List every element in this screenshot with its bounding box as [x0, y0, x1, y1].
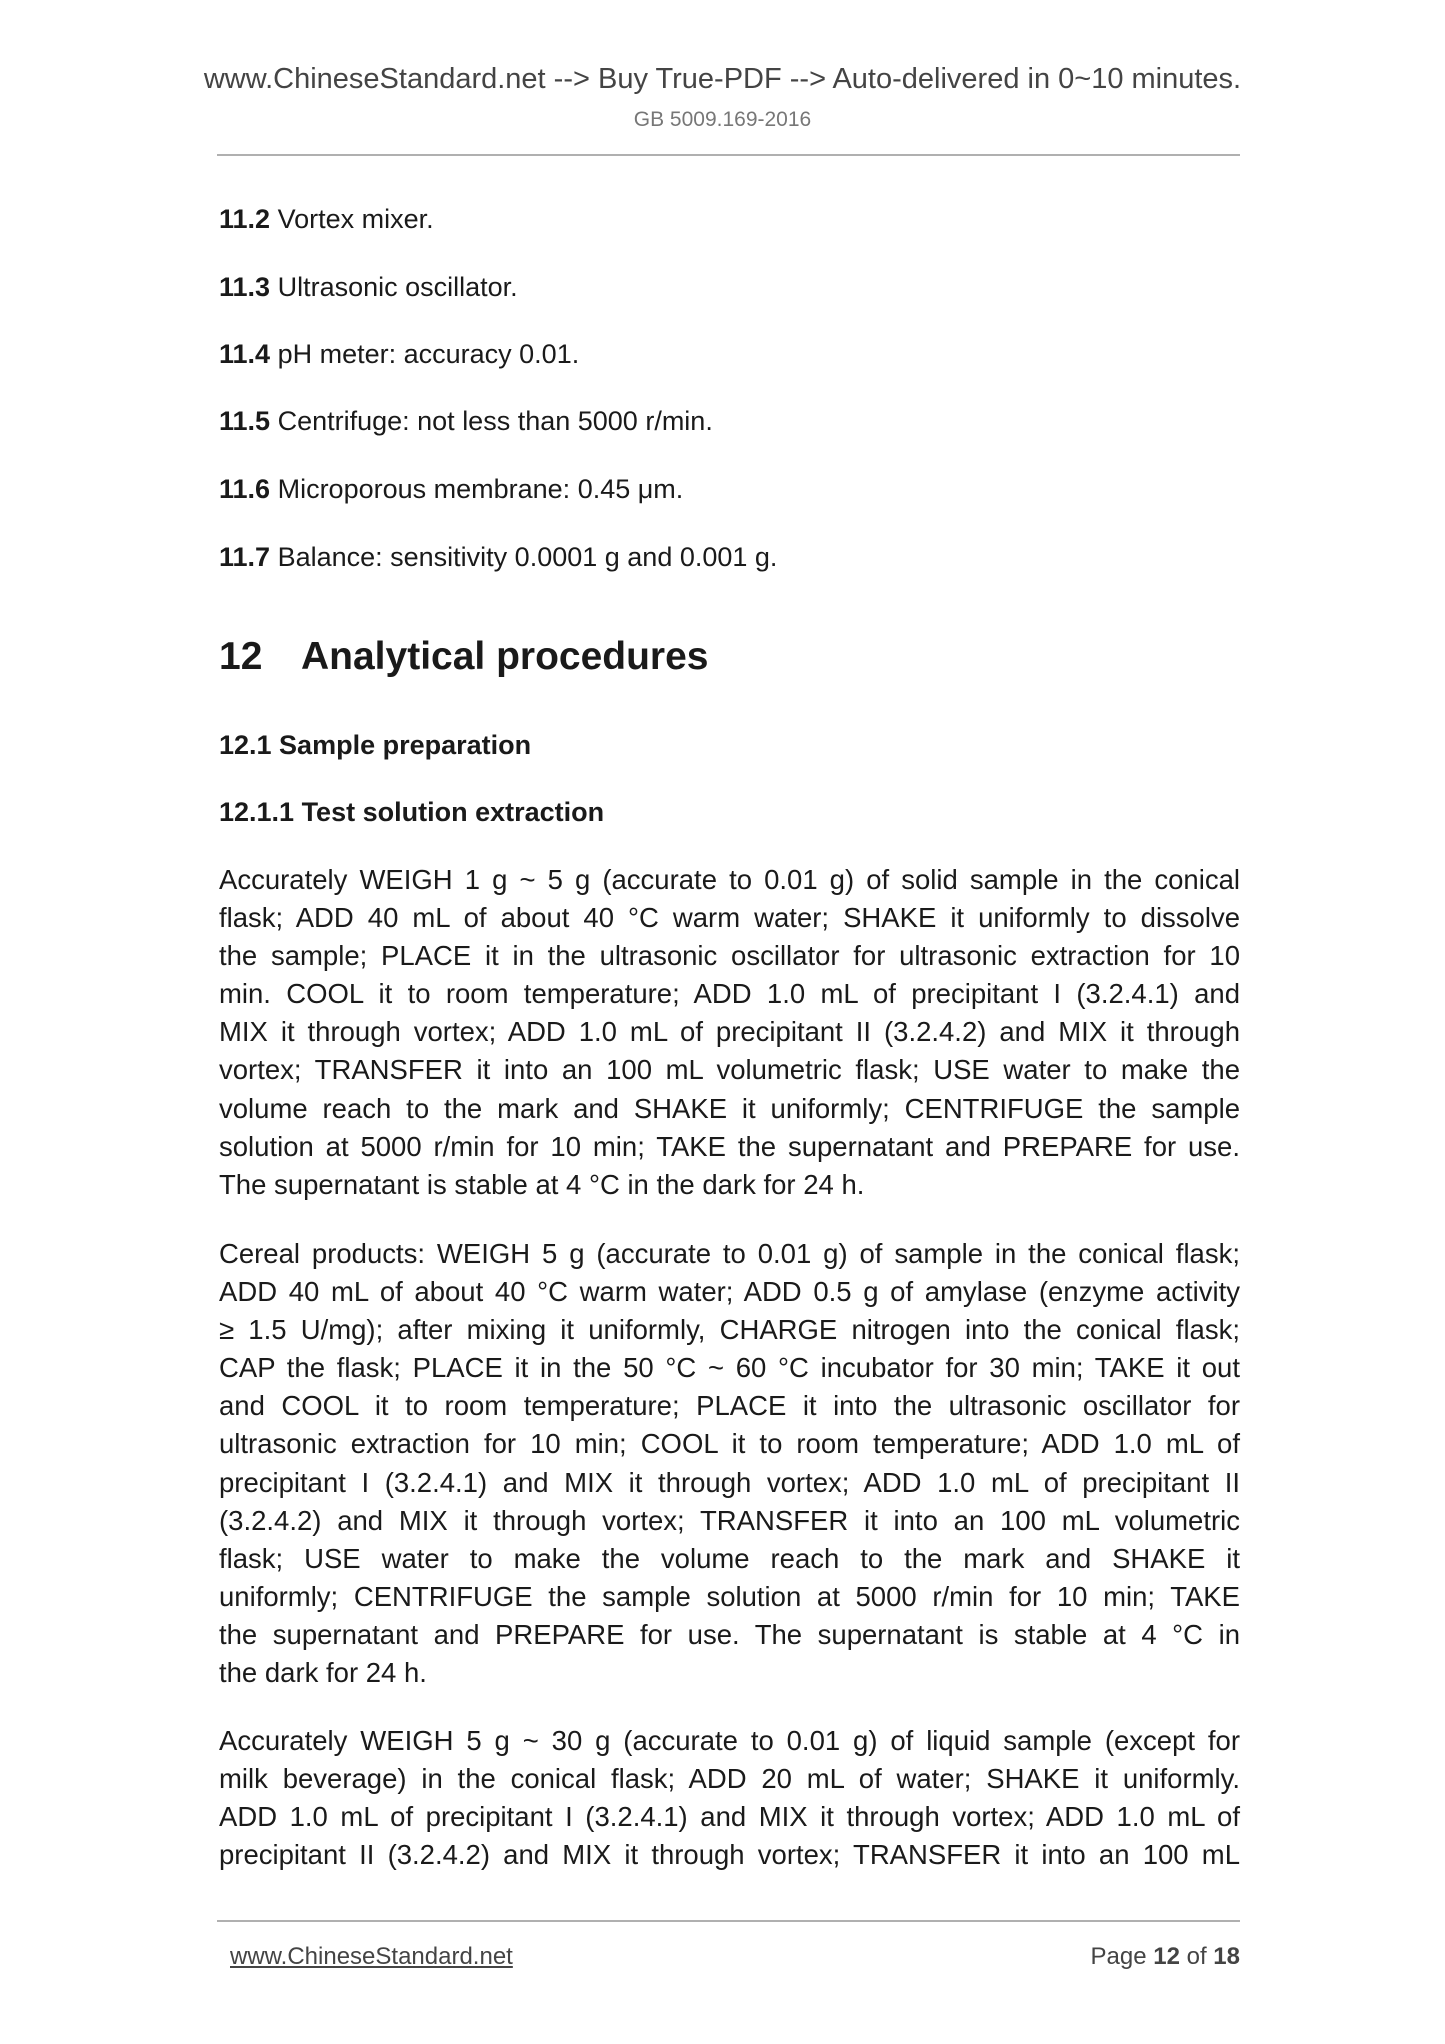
list-item — [219, 335, 579, 373]
item-text: Microporous membrane: 0.45 μm. — [277, 474, 684, 504]
total-pages: 18 — [1213, 1943, 1240, 1970]
text-line: precipitant I (3.2.4.1) and MIX it through vortex; ADD 1.0 mL of precipitant II — [219, 1466, 1240, 1498]
text-line: and COOL it to room temperature; PLACE it into the ultrasonic oscillator for — [219, 1390, 1240, 1422]
item-number: 11.7 — [219, 542, 271, 572]
item-number: 11.6 — [219, 474, 271, 504]
page-number — [1091, 1940, 1241, 1974]
item-text: Centrifuge: not less than 5000 r/min. — [277, 406, 713, 436]
list-item — [219, 538, 777, 576]
paragraph — [219, 1722, 1240, 1874]
item-text: pH meter: accuracy 0.01. — [277, 339, 580, 369]
footer-website-link[interactable]: www.ChineseStandard.net — [230, 1943, 513, 1970]
item-text: Ultrasonic oscillator. — [277, 272, 518, 302]
text-line: the dark for 24 h. — [219, 1657, 427, 1689]
text-line: milk beverage) in the conical flask; ADD 20 mL of water; SHAKE it uniformly. — [219, 1763, 1240, 1795]
text-line: (3.2.4.2) and MIX it through vortex; TRANSFER it into an 100 mL volumetric — [219, 1504, 1240, 1536]
paragraph — [219, 861, 1240, 1204]
header-banner: www.ChineseStandard.net --> Buy True-PDF --> Auto-delivered in 0~10 minutes. — [203, 63, 1242, 95]
text-line: flask; ADD 40 mL of about 40 °C warm water; SHAKE it uniformly to dissolve — [219, 902, 1240, 934]
text-line: ADD 1.0 mL of precipitant I (3.2.4.1) and MIX it through vortex; ADD 1.0 mL of — [219, 1801, 1240, 1833]
current-page: 12 — [1153, 1943, 1180, 1970]
footer-divider — [217, 1920, 1240, 1922]
text-line: MIX it through vortex; ADD 1.0 mL of precipitant II (3.2.4.2) and MIX it through — [219, 1016, 1240, 1048]
text-line: precipitant II (3.2.4.2) and MIX it through vortex; TRANSFER it into an 100 mL — [219, 1839, 1240, 1871]
text-line: The supernatant is stable at 4 °C in the dark for 24 h. — [219, 1168, 865, 1200]
text-line: ultrasonic extraction for 10 min; COOL it to room temperature; ADD 1.0 mL of — [219, 1428, 1240, 1460]
subsubsection-heading: 12.1.1 Test solution extraction — [219, 797, 605, 827]
text-line: volume reach to the mark and SHAKE it uniformly; CENTRIFUGE the sample — [219, 1092, 1240, 1124]
text-line: Accurately WEIGH 5 g ~ 30 g (accurate to 0.01 g) of liquid sample (except for — [219, 1725, 1240, 1756]
list-item — [219, 200, 434, 238]
page-of-label: of — [1186, 1943, 1207, 1970]
text-line: the supernatant and PREPARE for use. The supernatant is stable at 4 °C in — [219, 1618, 1240, 1650]
page-label: Page — [1090, 1943, 1147, 1970]
header-divider — [217, 154, 1240, 156]
text-line: the sample; PLACE it in the ultrasonic oscillator for ultrasonic extraction for 10 — [219, 940, 1240, 972]
item-number: 11.5 — [219, 406, 271, 436]
item-number: 11.2 — [219, 204, 271, 234]
item-number: 11.3 — [219, 272, 271, 302]
item-number: 11.4 — [219, 339, 271, 369]
text-line: min. COOL it to room temperature; ADD 1.0 mL of precipitant I (3.2.4.1) and — [219, 978, 1240, 1010]
text-line: flask; USE water to make the volume reach to the mark and SHAKE it — [219, 1542, 1240, 1574]
text-line: Accurately WEIGH 1 g ~ 5 g (accurate to 0.01 g) of solid sample in the conical — [219, 864, 1240, 895]
text-line: uniformly; CENTRIFUGE the sample solution at 5000 r/min for 10 min; TAKE — [219, 1580, 1240, 1612]
subsection-heading: 12.1 Sample preparation — [219, 730, 532, 760]
list-item — [219, 470, 683, 508]
list-item — [219, 402, 713, 440]
text-line: CAP the flask; PLACE it in the 50 °C ~ 60 °C incubator for 30 min; TAKE it out — [219, 1352, 1240, 1384]
text-line: ≥ 1.5 U/mg); after mixing it uniformly, CHARGE nitrogen into the conical flask; — [219, 1314, 1240, 1346]
text-line: solution at 5000 r/min for 10 min; TAKE the supernatant and PREPARE for use. — [219, 1130, 1240, 1162]
paragraph — [219, 1235, 1240, 1692]
item-text: Vortex mixer. — [277, 204, 434, 234]
section-title: Analytical procedures — [301, 635, 709, 678]
text-line: vortex; TRANSFER it into an 100 mL volumetric flask; USE water to make the — [219, 1054, 1240, 1086]
standard-code: GB 5009.169-2016 — [633, 108, 812, 131]
text-line: Cereal products: WEIGH 5 g (accurate to 0.01 g) of sample in the conical flask; — [219, 1238, 1240, 1269]
section-number: 12 — [219, 635, 263, 678]
item-text: Balance: sensitivity 0.0001 g and 0.001 g. — [277, 542, 778, 572]
text-line: ADD 40 mL of about 40 °C warm water; ADD 0.5 g of amylase (enzyme activity — [219, 1276, 1240, 1308]
section-heading — [219, 632, 708, 682]
list-item — [219, 268, 518, 306]
